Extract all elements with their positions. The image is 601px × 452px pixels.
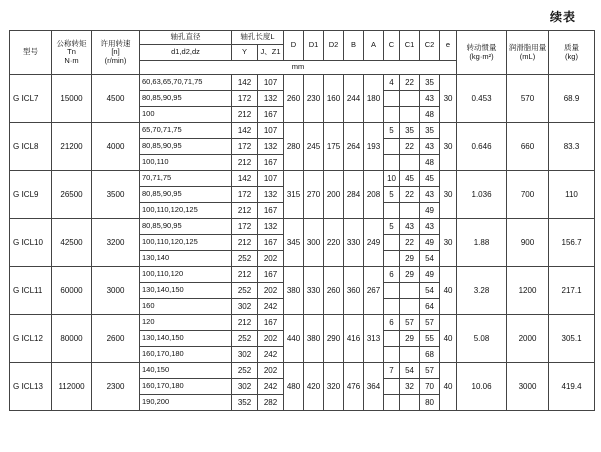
cell-dim-C1 — [400, 107, 420, 123]
cell-dim-C: 6 — [384, 315, 400, 331]
cell-dim-C: 4 — [384, 75, 400, 91]
header-dim-D2: D2 — [324, 31, 344, 61]
cell-length-jz: 282 — [258, 395, 284, 411]
header-torque — [52, 31, 92, 75]
cell-dim-D2: 175 — [324, 123, 344, 171]
cell-dim-D1: 330 — [304, 267, 324, 315]
cell-inertia: 1.88 — [457, 219, 507, 267]
cell-bore: 80,85,90,95 — [140, 91, 232, 107]
cell-dim-B: 476 — [344, 363, 364, 411]
cell-inertia: 10.06 — [457, 363, 507, 411]
cell-dim-C1 — [400, 347, 420, 363]
cell-bore: 140,150 — [140, 363, 232, 379]
cell-torque: 80000 — [52, 315, 92, 363]
cell-dim-D2: 290 — [324, 315, 344, 363]
cell-speed: 3200 — [92, 219, 140, 267]
cell-length-jz: 167 — [258, 315, 284, 331]
cell-length-y: 252 — [232, 251, 258, 267]
cell-model: G ⅠCL9 — [10, 171, 52, 219]
cell-dim-C2: 55 — [420, 331, 440, 347]
cell-dim-B: 244 — [344, 75, 364, 123]
cell-dim-C1 — [400, 155, 420, 171]
cell-length-jz: 107 — [258, 171, 284, 187]
cell-dim-C2: 43 — [420, 219, 440, 235]
header-torque-label: 公称转矩 — [56, 38, 87, 48]
cell-dim-D1: 420 — [304, 363, 324, 411]
cell-dim-C2: 57 — [420, 315, 440, 331]
cell-torque: 42500 — [52, 219, 92, 267]
cell-bore: 160,170,180 — [140, 379, 232, 395]
cell-bore: 70,71,75 — [140, 171, 232, 187]
cell-length-y: 212 — [232, 107, 258, 123]
cell-dim-D: 440 — [284, 315, 304, 363]
cell-dim-D2: 220 — [324, 219, 344, 267]
cell-dim-C2: 54 — [420, 283, 440, 299]
cell-dim-D2: 160 — [324, 75, 344, 123]
cell-grease: 2000 — [507, 315, 549, 363]
cell-length-jz: 167 — [258, 107, 284, 123]
page-title: 续表 — [550, 10, 577, 24]
table-row — [10, 363, 595, 379]
cell-length-y: 302 — [232, 347, 258, 363]
cell-dim-A: 249 — [364, 219, 384, 267]
header-torque-symbol: Tn — [67, 47, 76, 57]
cell-dim-D2: 260 — [324, 267, 344, 315]
cell-dim-D1: 300 — [304, 219, 324, 267]
cell-model: G ⅠCL11 — [10, 267, 52, 315]
cell-dim-e: 30 — [440, 219, 457, 267]
header-model: 型号 — [10, 31, 52, 75]
cell-dim-C — [384, 107, 400, 123]
cell-dim-e: 30 — [440, 75, 457, 123]
cell-dim-C1: 22 — [400, 139, 420, 155]
cell-length-jz: 202 — [258, 251, 284, 267]
cell-length-y: 252 — [232, 283, 258, 299]
cell-bore: 100,110,120 — [140, 267, 232, 283]
cell-dim-C1: 54 — [400, 363, 420, 379]
cell-dim-C2: 54 — [420, 251, 440, 267]
cell-inertia: 0.646 — [457, 123, 507, 171]
cell-length-jz: 107 — [258, 123, 284, 139]
header-inertia-unit: (kg·m²) — [469, 51, 494, 61]
header-length-y: Y — [232, 45, 258, 61]
cell-mass: 68.9 — [549, 75, 595, 123]
cell-mass: 305.1 — [549, 315, 595, 363]
header-dim-C1: C1 — [400, 31, 420, 61]
cell-dim-C — [384, 203, 400, 219]
cell-dim-C1: 29 — [400, 267, 420, 283]
header-length: 轴孔长度L — [232, 31, 284, 45]
cell-dim-C1: 22 — [400, 75, 420, 91]
cell-dim-C — [384, 235, 400, 251]
cell-dim-C — [384, 251, 400, 267]
cell-speed: 3000 — [92, 267, 140, 315]
cell-torque: 26500 — [52, 171, 92, 219]
cell-dim-D: 480 — [284, 363, 304, 411]
cell-bore: 120 — [140, 315, 232, 331]
cell-length-jz: 132 — [258, 139, 284, 155]
cell-torque: 60000 — [52, 267, 92, 315]
cell-speed: 4000 — [92, 123, 140, 171]
cell-bore: 160,170,180 — [140, 347, 232, 363]
cell-dim-C2: 68 — [420, 347, 440, 363]
cell-dim-C2: 43 — [420, 91, 440, 107]
cell-length-y: 302 — [232, 379, 258, 395]
cell-dim-D1: 230 — [304, 75, 324, 123]
cell-torque: 21200 — [52, 123, 92, 171]
table-row — [10, 267, 595, 283]
cell-model: G ⅠCL13 — [10, 363, 52, 411]
cell-dim-C1 — [400, 299, 420, 315]
header-bore: 轴孔直径 — [140, 31, 232, 45]
cell-length-y: 142 — [232, 75, 258, 91]
cell-dim-C — [384, 139, 400, 155]
cell-length-jz: 132 — [258, 219, 284, 235]
cell-length-y: 352 — [232, 395, 258, 411]
cell-dim-C1 — [400, 283, 420, 299]
cell-dim-D2: 200 — [324, 171, 344, 219]
cell-mass: 156.7 — [549, 219, 595, 267]
cell-dim-C2: 35 — [420, 123, 440, 139]
cell-mass: 217.1 — [549, 267, 595, 315]
cell-dim-D: 315 — [284, 171, 304, 219]
cell-bore: 80,85,90,95 — [140, 219, 232, 235]
cell-dim-C2: 80 — [420, 395, 440, 411]
cell-length-jz: 242 — [258, 299, 284, 315]
cell-dim-C — [384, 299, 400, 315]
cell-mass: 110 — [549, 171, 595, 219]
table-row — [10, 219, 595, 235]
cell-bore: 160 — [140, 299, 232, 315]
cell-dim-B: 284 — [344, 171, 364, 219]
cell-dim-A: 313 — [364, 315, 384, 363]
cell-speed: 3500 — [92, 171, 140, 219]
cell-bore: 60,63,65,70,71,75 — [140, 75, 232, 91]
header-grease-unit: (mL) — [519, 51, 536, 61]
cell-model: G ⅠCL7 — [10, 75, 52, 123]
cell-dim-C2: 49 — [420, 235, 440, 251]
cell-bore: 130,140,150 — [140, 331, 232, 347]
cell-dim-D2: 320 — [324, 363, 344, 411]
cell-dim-e: 30 — [440, 123, 457, 171]
cell-bore: 100,110 — [140, 155, 232, 171]
cell-dim-C1: 29 — [400, 251, 420, 267]
cell-grease: 660 — [507, 123, 549, 171]
header-mass-label: 质量 — [564, 42, 580, 52]
header-inertia-label: 转动惯量 — [466, 42, 497, 52]
cell-dim-B: 360 — [344, 267, 364, 315]
cell-model: G ⅠCL8 — [10, 123, 52, 171]
cell-dim-C1 — [400, 91, 420, 107]
cell-dim-e: 40 — [440, 267, 457, 315]
header-grease-label: 润滑脂用量 — [508, 42, 547, 52]
cell-dim-C: 7 — [384, 363, 400, 379]
cell-dim-C2: 43 — [420, 139, 440, 155]
cell-dim-B: 416 — [344, 315, 364, 363]
cell-dim-D1: 380 — [304, 315, 324, 363]
cell-dim-C — [384, 91, 400, 107]
header-dim-e: e — [440, 31, 457, 61]
cell-length-jz: 167 — [258, 235, 284, 251]
cell-length-jz: 107 — [258, 75, 284, 91]
header-speed-label: 许用转速 — [100, 38, 131, 48]
cell-mass: 419.4 — [549, 363, 595, 411]
cell-bore: 65,70,71,75 — [140, 123, 232, 139]
cell-dim-C2: 57 — [420, 363, 440, 379]
header-dim-B: B — [344, 31, 364, 61]
cell-length-y: 142 — [232, 171, 258, 187]
cell-dim-C1: 43 — [400, 219, 420, 235]
cell-dim-C2: 70 — [420, 379, 440, 395]
cell-dim-C2: 35 — [420, 75, 440, 91]
header-inertia — [457, 31, 507, 75]
header-torque-unit: N·m — [64, 55, 79, 65]
cell-length-y: 212 — [232, 203, 258, 219]
cell-dim-C2: 48 — [420, 107, 440, 123]
cell-length-y: 252 — [232, 331, 258, 347]
cell-dim-D: 380 — [284, 267, 304, 315]
header-dim-C: C — [384, 31, 400, 61]
table-row — [10, 171, 595, 187]
cell-dim-C1: 22 — [400, 187, 420, 203]
cell-length-y: 172 — [232, 91, 258, 107]
cell-dim-C: 5 — [384, 187, 400, 203]
cell-grease: 1200 — [507, 267, 549, 315]
cell-dim-C: 6 — [384, 267, 400, 283]
header-speed-symbol: [n] — [111, 47, 120, 57]
cell-dim-B: 330 — [344, 219, 364, 267]
cell-dim-C — [384, 331, 400, 347]
cell-dim-C1: 57 — [400, 315, 420, 331]
cell-dim-C — [384, 283, 400, 299]
cell-speed: 2300 — [92, 363, 140, 411]
cell-dim-C — [384, 347, 400, 363]
cell-inertia: 5.08 — [457, 315, 507, 363]
cell-bore: 80,85,90,95 — [140, 139, 232, 155]
cell-torque: 15000 — [52, 75, 92, 123]
cell-inertia: 1.036 — [457, 171, 507, 219]
header-dim-D1: D1 — [304, 31, 324, 61]
cell-length-jz: 202 — [258, 283, 284, 299]
cell-grease: 700 — [507, 171, 549, 219]
cell-bore: 190,200 — [140, 395, 232, 411]
cell-dim-e: 40 — [440, 315, 457, 363]
cell-dim-C1: 45 — [400, 171, 420, 187]
cell-dim-A: 193 — [364, 123, 384, 171]
table-row — [10, 75, 595, 91]
cell-dim-C2: 49 — [420, 203, 440, 219]
cell-torque: 112000 — [52, 363, 92, 411]
cell-length-jz: 202 — [258, 363, 284, 379]
cell-dim-D: 280 — [284, 123, 304, 171]
cell-length-y: 142 — [232, 123, 258, 139]
cell-bore: 130,140 — [140, 251, 232, 267]
cell-length-y: 212 — [232, 267, 258, 283]
cell-dim-C — [384, 155, 400, 171]
cell-dim-D: 260 — [284, 75, 304, 123]
cell-dim-A: 208 — [364, 171, 384, 219]
cell-bore: 100,110,120,125 — [140, 203, 232, 219]
cell-dim-A: 364 — [364, 363, 384, 411]
cell-dim-C: 10 — [384, 171, 400, 187]
cell-dim-C: 5 — [384, 219, 400, 235]
cell-dim-C2: 43 — [420, 187, 440, 203]
cell-grease: 570 — [507, 75, 549, 123]
cell-length-y: 172 — [232, 187, 258, 203]
header-mass-unit: (kg) — [565, 51, 578, 61]
cell-grease: 900 — [507, 219, 549, 267]
cell-length-y: 172 — [232, 219, 258, 235]
cell-dim-e: 30 — [440, 171, 457, 219]
cell-dim-C — [384, 379, 400, 395]
cell-dim-C — [384, 395, 400, 411]
header-dims-unit: mm — [140, 61, 457, 75]
cell-bore: 130,140,150 — [140, 283, 232, 299]
cell-inertia: 0.453 — [457, 75, 507, 123]
header-dim-A: A — [364, 31, 384, 61]
cell-length-y: 252 — [232, 363, 258, 379]
cell-bore: 80,85,90,95 — [140, 187, 232, 203]
cell-dim-B: 264 — [344, 123, 364, 171]
cell-dim-D1: 245 — [304, 123, 324, 171]
cell-length-jz: 167 — [258, 267, 284, 283]
cell-dim-C1: 29 — [400, 331, 420, 347]
cell-dim-A: 180 — [364, 75, 384, 123]
header-mass — [549, 31, 595, 75]
cell-dim-C: 5 — [384, 123, 400, 139]
cell-dim-A: 267 — [364, 267, 384, 315]
cell-dim-C1: 35 — [400, 123, 420, 139]
table-body — [10, 75, 595, 411]
cell-grease: 3000 — [507, 363, 549, 411]
header-length-jz: J、Z1 — [258, 45, 284, 61]
cell-speed: 4500 — [92, 75, 140, 123]
cell-bore: 100,110,120,125 — [140, 235, 232, 251]
cell-mass: 83.3 — [549, 123, 595, 171]
cell-dim-D: 345 — [284, 219, 304, 267]
cell-dim-e: 40 — [440, 363, 457, 411]
cell-dim-C1: 22 — [400, 235, 420, 251]
cell-dim-C1: 32 — [400, 379, 420, 395]
cell-length-jz: 242 — [258, 379, 284, 395]
cell-length-jz: 132 — [258, 187, 284, 203]
cell-dim-C2: 48 — [420, 155, 440, 171]
cell-dim-C2: 64 — [420, 299, 440, 315]
cell-model: G ⅠCL12 — [10, 315, 52, 363]
cell-length-y: 172 — [232, 139, 258, 155]
cell-length-jz: 167 — [258, 155, 284, 171]
header-speed-unit: (r/min) — [104, 55, 127, 65]
header-grease — [507, 31, 549, 75]
cell-model: G ⅠCL10 — [10, 219, 52, 267]
cell-dim-C1 — [400, 203, 420, 219]
header-bore-symbol: d1,d2,dz — [140, 45, 232, 61]
cell-length-y: 212 — [232, 315, 258, 331]
cell-dim-C1 — [400, 395, 420, 411]
cell-length-y: 212 — [232, 155, 258, 171]
cell-dim-D1: 270 — [304, 171, 324, 219]
cell-length-jz: 242 — [258, 347, 284, 363]
cell-inertia: 3.28 — [457, 267, 507, 315]
cell-length-y: 302 — [232, 299, 258, 315]
header-dim-D: D — [284, 31, 304, 61]
table-row — [10, 315, 595, 331]
cell-length-y: 212 — [232, 235, 258, 251]
cell-length-jz: 167 — [258, 203, 284, 219]
cell-speed: 2600 — [92, 315, 140, 363]
table-row — [10, 123, 595, 139]
cell-bore: 100 — [140, 107, 232, 123]
header-speed — [92, 31, 140, 75]
coupling-spec-table — [9, 30, 595, 411]
cell-dim-C2: 49 — [420, 267, 440, 283]
cell-length-jz: 132 — [258, 91, 284, 107]
cell-length-jz: 202 — [258, 331, 284, 347]
cell-dim-C2: 45 — [420, 171, 440, 187]
header-dim-C2: C2 — [420, 31, 440, 61]
